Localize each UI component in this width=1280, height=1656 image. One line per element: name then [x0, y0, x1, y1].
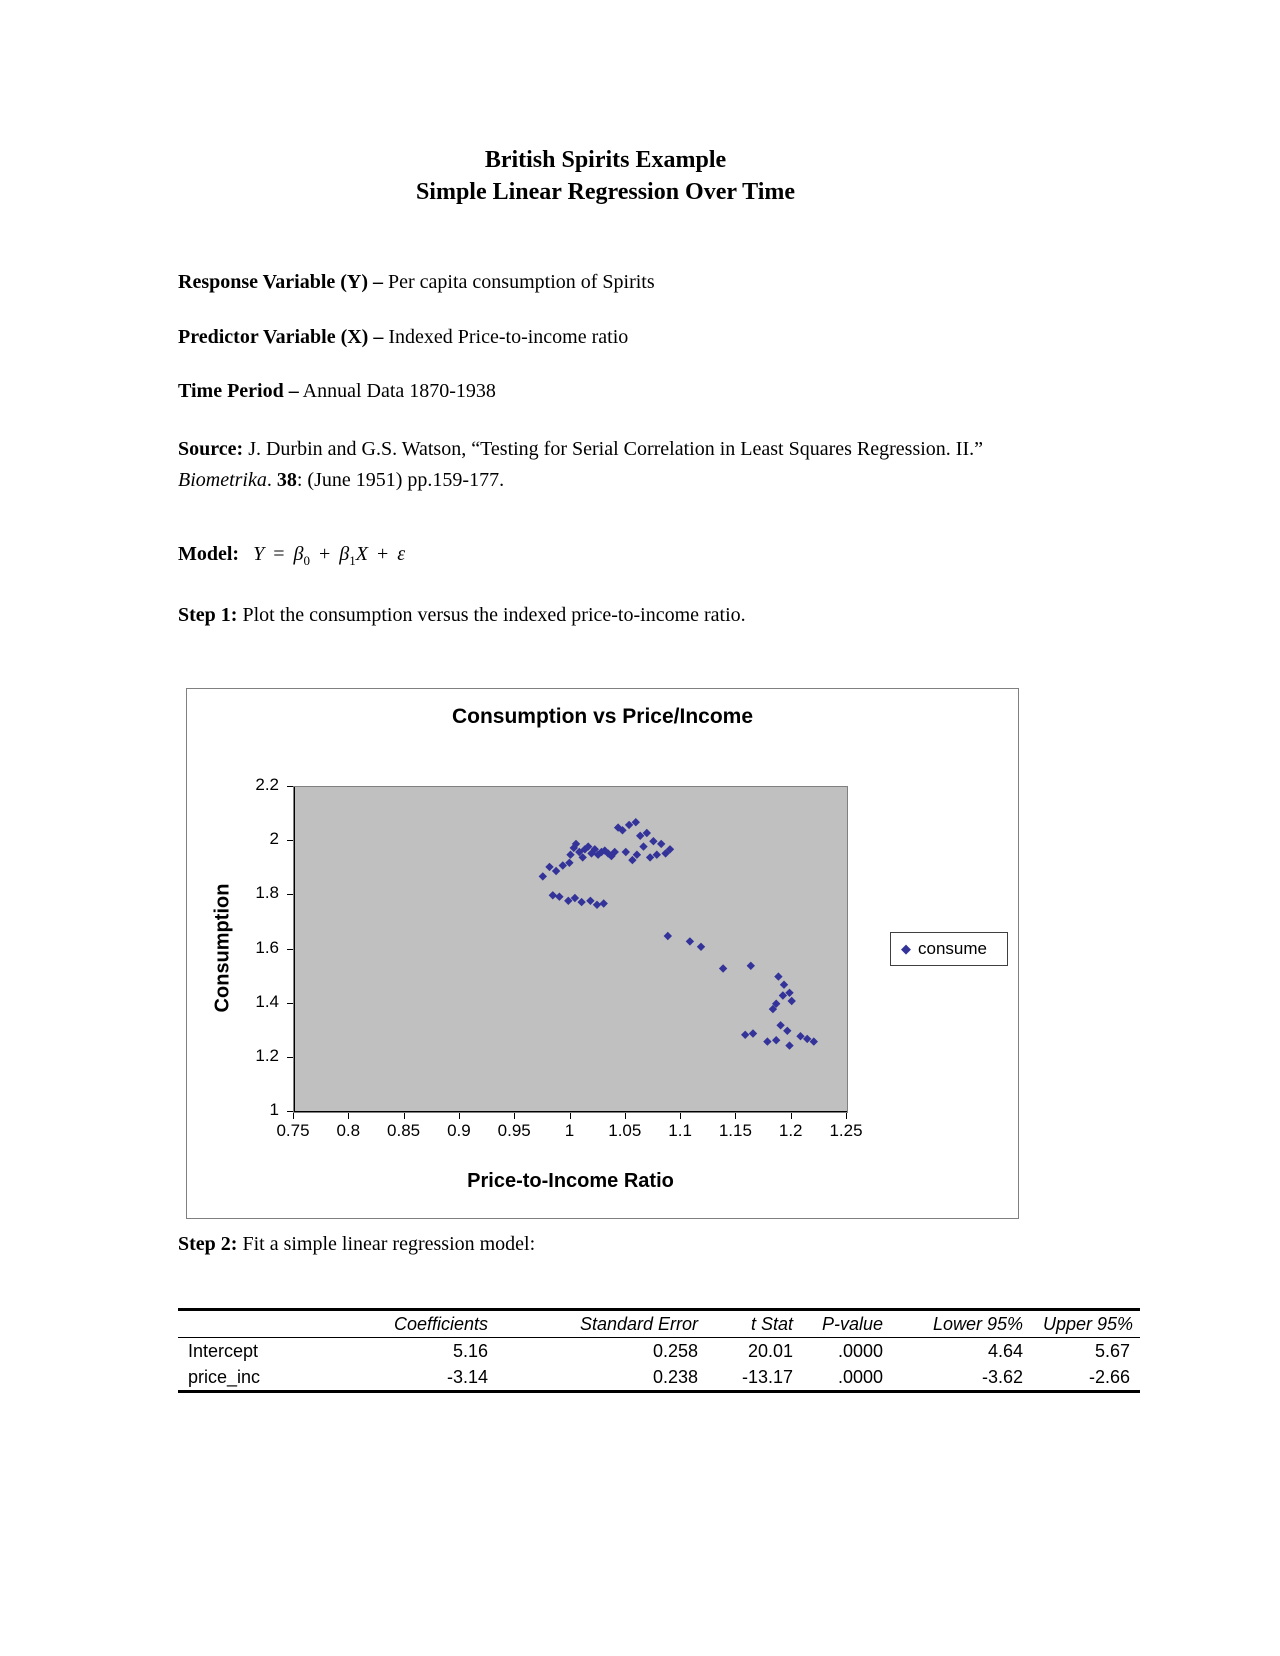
- table-row: [178, 1364, 1140, 1392]
- scatter-points-layer: [294, 787, 847, 1112]
- title-line-1: British Spirits Example: [484, 147, 727, 173]
- regression-table: [178, 1308, 1140, 1393]
- table-cell: 0.258: [652, 1341, 698, 1361]
- source-text-2: : (June 1951) pp.159-177.: [296, 469, 505, 491]
- x-axis-tick-mark: [404, 1113, 405, 1119]
- legend-label: consume: [918, 939, 987, 958]
- table-cell: .0000: [837, 1341, 883, 1361]
- step2-label: Step 2:: [178, 1233, 238, 1255]
- predictor-variable-text: Indexed Price-to-income ratio: [388, 326, 629, 348]
- x-axis-tick-label: 0.8: [336, 1121, 361, 1140]
- x-axis-tick-mark: [459, 1113, 460, 1119]
- table-cell: 0.238: [652, 1367, 698, 1387]
- step1-line: [178, 604, 746, 627]
- step1-label: Step 1:: [178, 604, 238, 626]
- table-header-cell: Standard Error: [498, 1310, 708, 1338]
- table-cell: 20.01: [747, 1341, 793, 1361]
- y-axis-tick-label: 1.2: [255, 1045, 279, 1065]
- y-axis-tick-mark: [287, 1057, 293, 1058]
- x-axis-tick-mark: [570, 1113, 571, 1119]
- source-label: Source:: [178, 438, 244, 460]
- y-axis-tick-mark: [287, 786, 293, 787]
- x-axis-tick-label: 1: [564, 1121, 575, 1140]
- x-axis-tick-label: 0.95: [497, 1121, 531, 1140]
- table-row-label: Intercept: [188, 1341, 259, 1361]
- y-axis-tick-mark: [287, 949, 293, 950]
- table-cell: 5.67: [1094, 1341, 1130, 1361]
- table-cell: -13.17: [741, 1367, 793, 1387]
- y-axis-tick-mark: [287, 1003, 293, 1004]
- table-cell: 4.64: [987, 1341, 1023, 1361]
- x-axis-tick-label: 1.15: [718, 1121, 752, 1140]
- step2-text: Fit a simple linear regression model:: [242, 1233, 536, 1255]
- x-axis-tick-label: 1.05: [608, 1121, 642, 1140]
- chart-legend: [890, 932, 1008, 966]
- legend-diamond-icon: ◆: [901, 941, 911, 956]
- time-period-text: Annual Data 1870-1938: [302, 380, 496, 402]
- axis-lines: [294, 787, 847, 1112]
- table-cell: .0000: [837, 1367, 883, 1387]
- table-header-row: [178, 1310, 1140, 1338]
- x-axis-tick-label: 0.85: [387, 1121, 421, 1140]
- x-axis-tick-mark: [625, 1113, 626, 1119]
- table-row: [178, 1338, 1140, 1365]
- x-axis-tick-label: 0.9: [447, 1121, 471, 1140]
- table-header-cell: Upper 95%: [1033, 1310, 1140, 1338]
- time-period-label: Time Period –: [178, 380, 299, 402]
- source-sep: .: [266, 469, 272, 491]
- y-axis-title: Consumption: [211, 883, 234, 1013]
- x-axis-tick-mark: [514, 1113, 515, 1119]
- scatter-points: [539, 818, 818, 1050]
- response-variable-line: [178, 271, 655, 294]
- table-header-cell: t Stat: [708, 1310, 803, 1338]
- title-line-2: Simple Linear Regression Over Time: [415, 179, 796, 205]
- y-axis-tick-label: 1.4: [255, 991, 279, 1011]
- x-axis-title: Price-to-Income Ratio: [467, 1170, 674, 1192]
- x-axis-tick-mark: [846, 1113, 847, 1119]
- table-cell: -3.14: [446, 1367, 488, 1387]
- table-header-cell: Lower 95%: [893, 1310, 1033, 1338]
- x-axis-tick-label: 1.1: [668, 1121, 692, 1140]
- y-axis-tick-label: 1.8: [255, 883, 279, 903]
- y-axis-tick-label: 1: [269, 1100, 279, 1119]
- x-axis-tick-mark: [735, 1113, 736, 1119]
- y-axis-tick-label: 1.6: [255, 937, 279, 957]
- source-volume: 38: [276, 469, 297, 491]
- y-axis-tick-mark: [287, 840, 293, 841]
- y-axis-tick-mark: [287, 1111, 293, 1112]
- predictor-variable-label: Predictor Variable (X) –: [178, 326, 384, 348]
- y-axis-tick-mark: [287, 894, 293, 895]
- table-header-cell: [178, 1310, 298, 1338]
- table-header-cell: Coefficients: [298, 1310, 498, 1338]
- time-period-line: [178, 380, 496, 403]
- table-cell: -2.66: [1088, 1367, 1130, 1387]
- model-label: Model:: [178, 543, 240, 565]
- source-paragraph: [178, 434, 1033, 496]
- step2-line: [178, 1233, 535, 1256]
- x-axis-tick-mark: [680, 1113, 681, 1119]
- model-line: [178, 543, 405, 569]
- plot-area: [293, 786, 848, 1113]
- table-row-label: price_inc: [188, 1367, 261, 1387]
- x-axis-tick-mark: [293, 1113, 294, 1119]
- table-cell: -3.62: [981, 1367, 1023, 1387]
- x-axis-tick-label: 1.2: [778, 1121, 803, 1140]
- document-title: [178, 144, 1033, 208]
- regression-output: [178, 1308, 1140, 1393]
- table-header-cell: P-value: [803, 1310, 893, 1338]
- x-axis-tick-label: 1.25: [829, 1121, 863, 1140]
- x-axis-tick-mark: [791, 1113, 792, 1119]
- source-journal: Biometrika: [178, 469, 267, 491]
- chart-title: Consumption vs Price/Income: [451, 705, 754, 728]
- step1-text: Plot the consumption versus the indexed price-to-income ratio.: [242, 604, 746, 626]
- response-variable-text: Per capita consumption of Spirits: [388, 271, 655, 293]
- x-axis-tick-mark: [348, 1113, 349, 1119]
- table-cell: 5.16: [452, 1341, 488, 1361]
- scatter-chart: [186, 688, 1019, 1219]
- x-axis-tick-label: 0.75: [276, 1121, 310, 1140]
- model-formula: $Y = \beta_0 + \beta_1X + \varepsilon$: [253, 543, 406, 568]
- source-text-1: J. Durbin and G.S. Watson, “Testing for Serial Correlation in Least Squares Regression. II.”: [248, 438, 983, 460]
- response-variable-label: Response Variable (Y) –: [178, 271, 384, 293]
- y-axis-tick-label: 2: [269, 829, 279, 849]
- y-axis-tick-label: 2.2: [255, 775, 279, 794]
- predictor-variable-line: [178, 326, 628, 349]
